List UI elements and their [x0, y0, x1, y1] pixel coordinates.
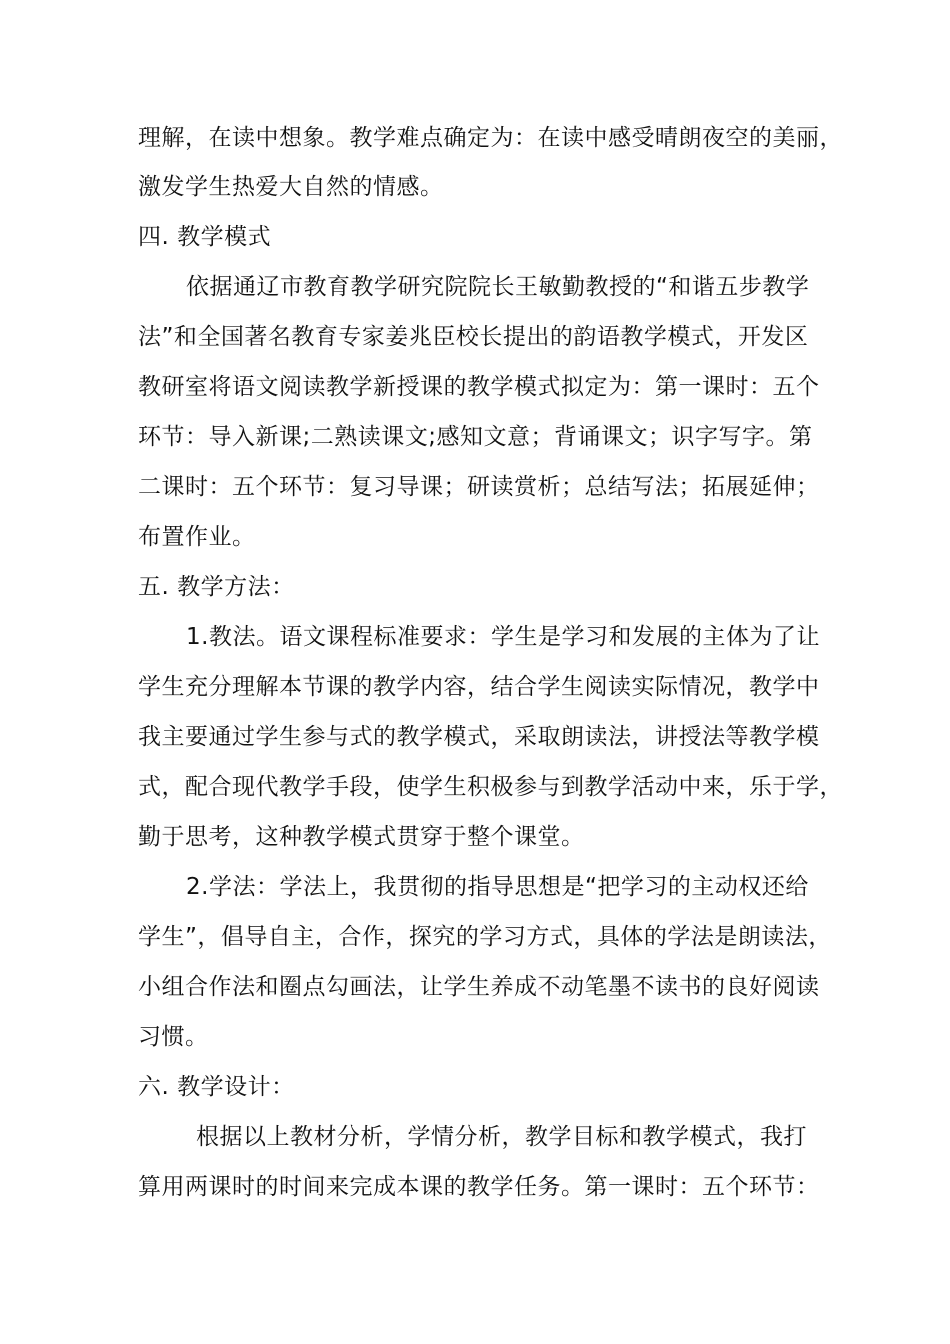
text-line: 1.教法。语文课程标准要求：学生是学习和发展的主体为了让: [186, 624, 820, 650]
text-line: 式，配合现代教学手段，使学生积极参与到教学活动中来，乐于学，: [138, 774, 843, 800]
text-line: 算用两课时的时间来完成本课的教学任务。第一课时：五个环节：: [138, 1174, 820, 1200]
section-heading: 四. 教学模式: [138, 224, 272, 250]
text-line: 学生”，倡导自主，合作，探究的学习方式，具体的学法是朗读法，: [138, 924, 832, 950]
section-heading: 五. 教学方法：: [138, 574, 295, 600]
section-heading: 六. 教学设计：: [138, 1074, 295, 1100]
text-line: 法”和全国著名教育专家姜兆臣校长提出的韵语教学模式，开发区: [138, 324, 809, 350]
text-line: 根据以上教材分析，学情分析，教学目标和教学模式，我打: [196, 1124, 807, 1150]
text-line: 布置作业。: [138, 524, 256, 550]
text-line: 环节：导入新课;二熟读课文;感知文意；背诵课文；识字写字。第: [138, 424, 813, 450]
text-line: 理解，在读中想象。教学难点确定为：在读中感受晴朗夜空的美丽，: [138, 125, 843, 151]
text-line: 勤于思考，这种教学模式贯穿于整个课堂。: [138, 824, 585, 850]
text-line: 我主要通过学生参与式的教学模式，采取朗读法，讲授法等教学模: [138, 724, 820, 750]
text-line: 小组合作法和圈点勾画法，让学生养成不动笔墨不读书的良好阅读: [138, 974, 820, 1000]
text-line: 习惯。: [138, 1024, 209, 1050]
text-line: 2.学法：学法上，我贯彻的指导思想是“把学习的主动权还给: [186, 874, 809, 900]
text-line: 激发学生热爱大自然的情感。: [138, 174, 444, 200]
text-line: 学生充分理解本节课的教学内容，结合学生阅读实际情况，教学中: [138, 674, 820, 700]
text-line: 教研室将语文阅读教学新授课的教学模式拟定为：第一课时：五个: [138, 374, 820, 400]
text-line: 依据通辽市教育教学研究院院长王敏勤教授的“和谐五步教学: [186, 274, 810, 300]
text-line: 二课时：五个环节：复习导课；研读赏析；总结写法；拓展延伸；: [138, 474, 820, 500]
